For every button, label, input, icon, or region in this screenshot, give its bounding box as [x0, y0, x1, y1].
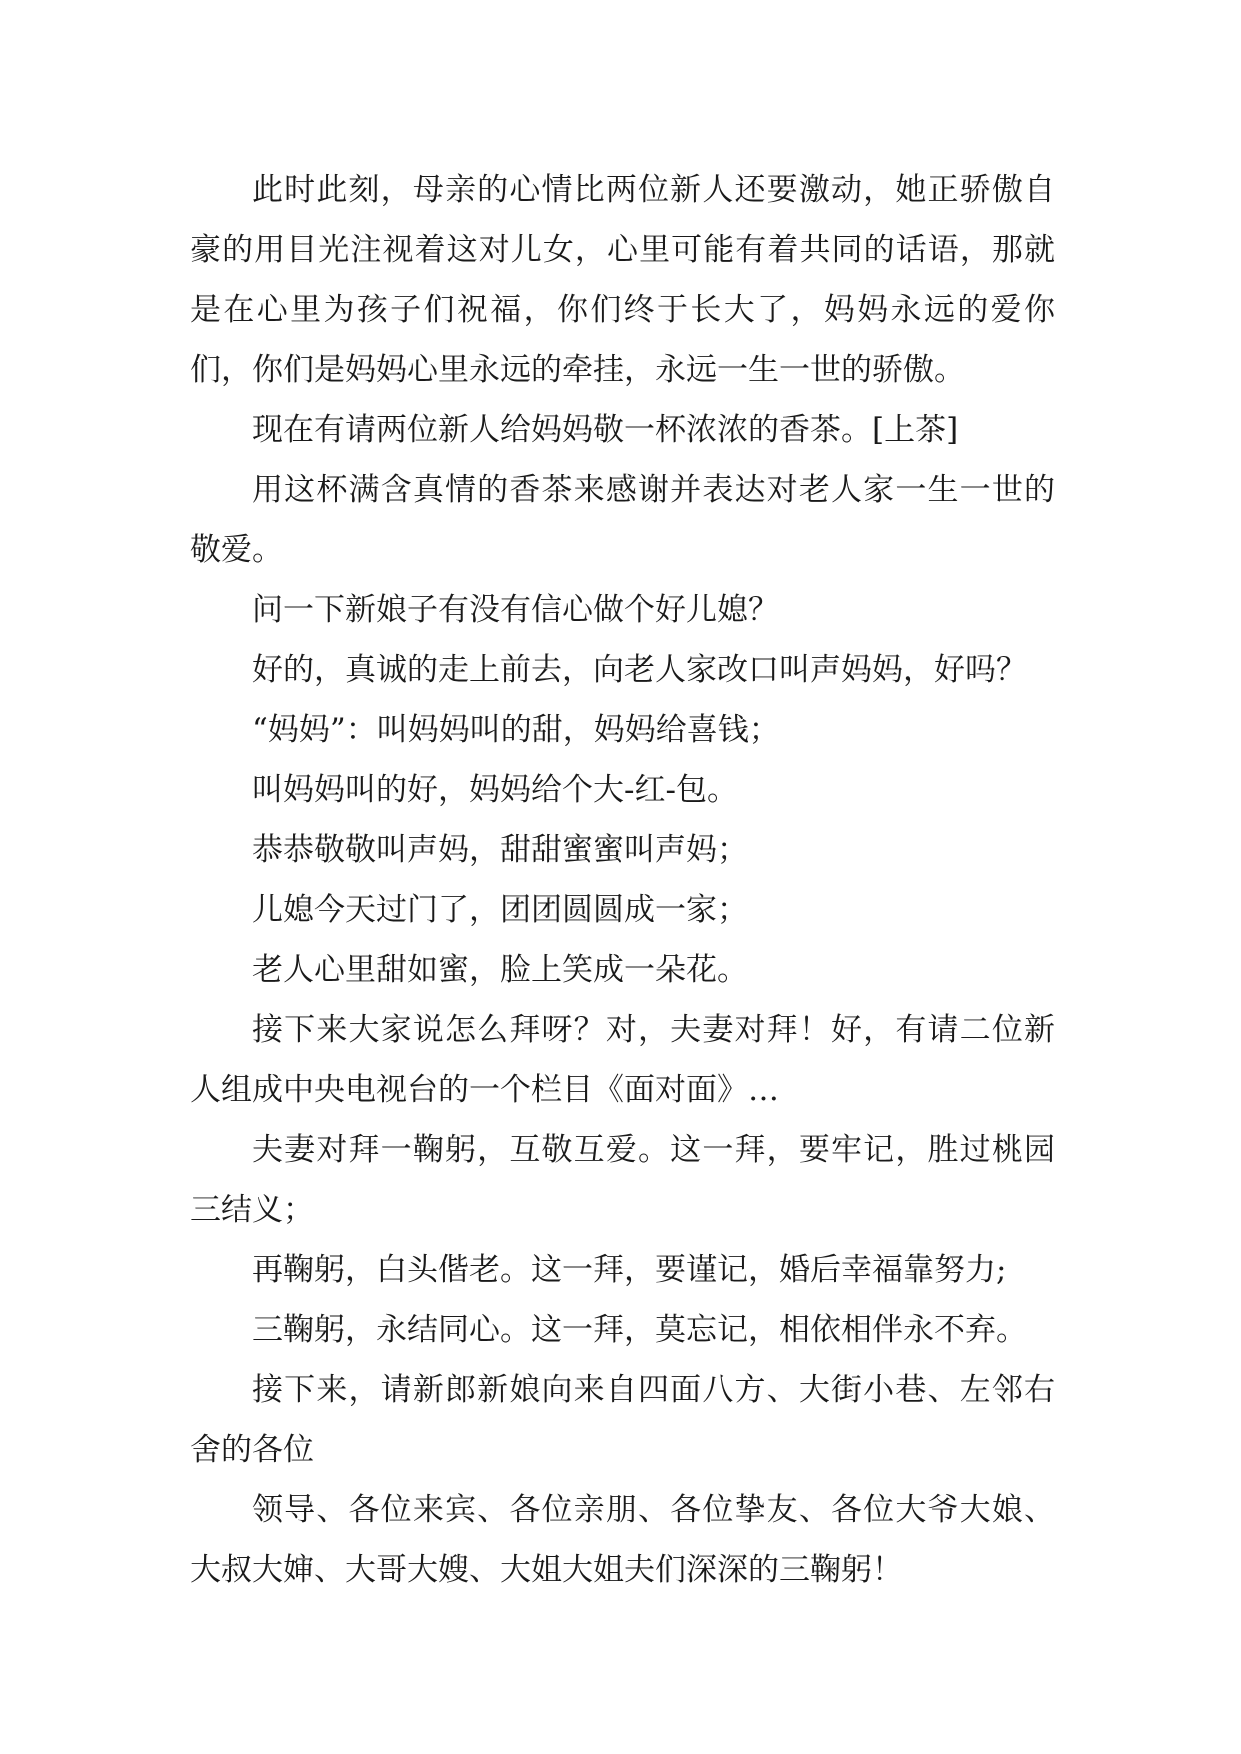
paragraph: 恭恭敬敬叫声妈，甜甜蜜蜜叫声妈； [252, 832, 748, 868]
paragraph: 用这杯满含真情的香茶来感谢并表达对老人家一生一世的敬爱。 [190, 472, 1055, 568]
paragraph: 接下来大家说怎么拜呀？对，夫妻对拜！好，有请二位新人组成中央电视台的一个栏目《面对面》… [190, 1012, 1055, 1108]
paragraph: 叫妈妈叫的好，妈妈给个大-红-包。 [252, 772, 738, 808]
paragraph: 儿媳今天过门了，团团圆圆成一家； [252, 892, 748, 928]
paragraph: 夫妻对拜一鞠躬，互敬互爱。这一拜，要牢记，胜过桃园三结义； [190, 1132, 1055, 1228]
paragraph: 现在有请两位新人给妈妈敬一杯浓浓的香茶。[上茶] [252, 412, 959, 448]
paragraph: 领导、各位来宾、各位亲朋、各位挚友、各位大爷大娘、大叔大婶、大哥大嫂、大姐大姐夫们深深的三鞠躬！ [190, 1492, 1055, 1588]
paragraph: 好的，真诚的走上前去，向老人家改口叫声妈妈，好吗？ [252, 652, 1027, 688]
paragraph: 接下来，请新郎新娘向来自四面八方、大街小巷、左邻右舍的各位 [190, 1372, 1055, 1468]
paragraph: 老人心里甜如蜜，脸上笑成一朵花。 [252, 952, 748, 988]
paragraph: “妈妈”：叫妈妈叫的甜，妈妈给喜钱； [252, 712, 780, 748]
paragraph: 此时此刻，母亲的心情比两位新人还要激动，她正骄傲自豪的用目光注视着这对儿女，心里可能有着共同的话语，那就是在心里为孩子们祝福，你们终于长大了，妈妈永远的爱你们，你们是妈妈心里永远的牵挂，永远一生一世的骄傲。 [190, 172, 1055, 388]
paragraph: 问一下新娘子有没有信心做个好儿媳？ [252, 592, 779, 628]
paragraph: 再鞠躬，白头偕老。这一拜，要谨记，婚后幸福靠努力; [252, 1252, 1007, 1288]
paragraph: 三鞠躬，永结同心。这一拜，莫忘记，相依相伴永不弃。 [252, 1312, 1027, 1348]
document-page [190, 160, 1055, 1600]
